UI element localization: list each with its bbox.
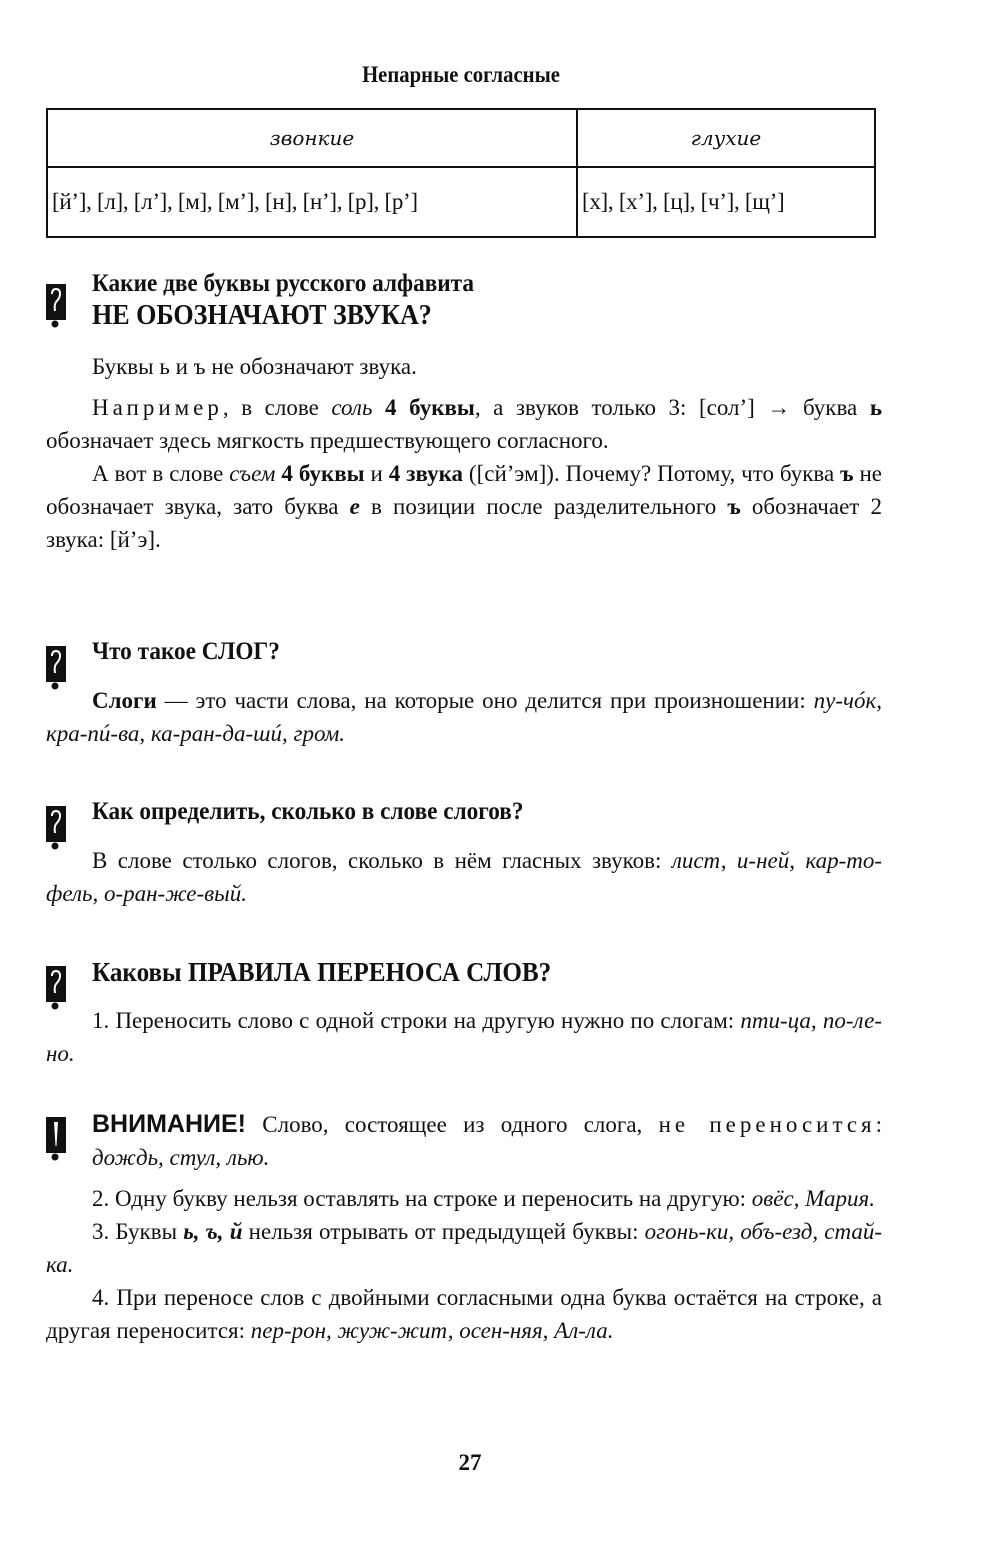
paragraph bbox=[46, 684, 882, 750]
section-heading bbox=[92, 268, 827, 332]
rules-list bbox=[46, 1182, 882, 1347]
exclamation-mark-icon bbox=[46, 1110, 66, 1168]
section-what-is-syllable bbox=[46, 636, 882, 750]
question-mark-icon bbox=[46, 274, 66, 338]
text: Слово, состоящее из одного слога, bbox=[245, 1112, 659, 1137]
paragraph bbox=[92, 1108, 882, 1174]
section-heading: Каковы ПРАВИЛА ПЕРЕНОСА СЛОВ? bbox=[92, 957, 552, 987]
section-heading: Как определить, сколько в слове слогов? bbox=[92, 798, 524, 825]
letters: ь, ъ, й bbox=[183, 1219, 243, 1244]
rule-2 bbox=[46, 1182, 882, 1215]
text: и bbox=[364, 461, 389, 486]
letter: ъ bbox=[840, 461, 854, 486]
letter: ь bbox=[869, 395, 882, 420]
text: 2. Одну букву нельзя оставлять на строке и переносить на другую: bbox=[92, 1186, 752, 1211]
text: 4 буквы bbox=[275, 461, 365, 486]
text: нельзя отрывать от предыдущей буквы: bbox=[242, 1219, 645, 1244]
header-voiceless: глухие bbox=[577, 109, 875, 167]
paragraph bbox=[46, 391, 882, 457]
page-number: 27 bbox=[458, 1450, 482, 1475]
examples: пти-ца, по-ле-но. bbox=[46, 1008, 882, 1066]
section-letters-without-sound bbox=[46, 268, 882, 556]
term: Слоги bbox=[92, 688, 157, 713]
cell-voiced-consonants: [й’], [л], [л’], [м], [м’], [н], [н’], [р], [р’] bbox=[47, 167, 577, 237]
text: 3. Буквы bbox=[92, 1219, 184, 1244]
question-mark-icon bbox=[46, 640, 66, 696]
table-row bbox=[47, 167, 875, 237]
heading-line-1: Какие две буквы русского алфавита bbox=[92, 270, 475, 297]
table-title: Непарные согласные bbox=[362, 62, 560, 87]
table-header-row bbox=[47, 109, 875, 167]
text: ([сй’эм]). Почему? Потому, что буква bbox=[462, 461, 841, 486]
rule-3 bbox=[46, 1215, 882, 1281]
text: 4 буквы bbox=[372, 395, 475, 420]
example-word: соль bbox=[331, 395, 373, 420]
text: обозначает здесь мягкость предшествующего согласного. bbox=[46, 428, 609, 453]
text: обозначает 2 звука: [й’э]. bbox=[46, 494, 882, 552]
rule-4 bbox=[46, 1281, 882, 1347]
section-count-syllables bbox=[46, 796, 882, 910]
attention-note bbox=[46, 1108, 882, 1174]
examples: огонь-ки, объ-езд, стай-ка. bbox=[46, 1219, 883, 1277]
text: 4. При переносе слов с двойными согласными одна буква остаётся на строке, а другая переносится: bbox=[46, 1285, 882, 1343]
paragraph bbox=[46, 457, 882, 556]
paragraph bbox=[46, 844, 882, 910]
text: : bbox=[875, 1112, 882, 1137]
section-hyphenation-rules bbox=[46, 956, 882, 1070]
examples: овёс, Мария. bbox=[751, 1186, 875, 1211]
paragraph bbox=[46, 350, 882, 383]
letter: е bbox=[349, 494, 360, 519]
header-voiced: звонкие bbox=[47, 109, 577, 167]
examples: пер-рон, жуж-жит, осен-няя, Ал-ла. bbox=[250, 1318, 614, 1343]
example-word: съем bbox=[229, 461, 276, 486]
text: 4 звука bbox=[388, 461, 463, 486]
text: В слове столько слогов, сколько в нём гласных звуков: bbox=[92, 848, 672, 873]
text: Буквы ь и ъ не обозначают звука. bbox=[92, 354, 417, 379]
heading-line-2: НЕ ОБОЗНАЧАЮТ ЗВУКА? bbox=[92, 300, 432, 331]
text: , в слове bbox=[222, 395, 332, 420]
rule-1 bbox=[46, 1004, 882, 1070]
text: не переносится bbox=[658, 1112, 876, 1137]
text: — это части слова, на которые оно делится при произношении: bbox=[156, 688, 814, 713]
cell-voiceless-consonants: [х], [х’], [ц], [ч’], [щ’] bbox=[577, 167, 875, 237]
examples: пу-чóк, кра-пú-ва, ка-ран-да-шú, гром. bbox=[46, 688, 882, 746]
examples: лист, и-ней, кар-то-фель, о-ран-же-вый. bbox=[46, 848, 882, 906]
unpaired-consonants-table bbox=[46, 108, 876, 238]
text: , а звуков только 3: [сол’] → буква bbox=[474, 395, 870, 420]
text: Например bbox=[92, 395, 223, 420]
letter: ъ bbox=[727, 494, 741, 519]
examples: дождь, стул, лью. bbox=[92, 1145, 270, 1170]
section-heading: Что такое СЛОГ? bbox=[92, 638, 280, 665]
text: в позиции после разделительного bbox=[359, 494, 728, 519]
text: не обозначает звука, зато буква bbox=[46, 461, 882, 519]
question-mark-icon bbox=[46, 960, 66, 1016]
attention-label: ВНИМАНИЕ! bbox=[92, 1110, 246, 1138]
text: А вот в слове bbox=[92, 461, 230, 486]
text: 1. Переносить слово с одной строки на другую нужно по слогам: bbox=[92, 1008, 741, 1033]
question-mark-icon bbox=[46, 800, 66, 856]
